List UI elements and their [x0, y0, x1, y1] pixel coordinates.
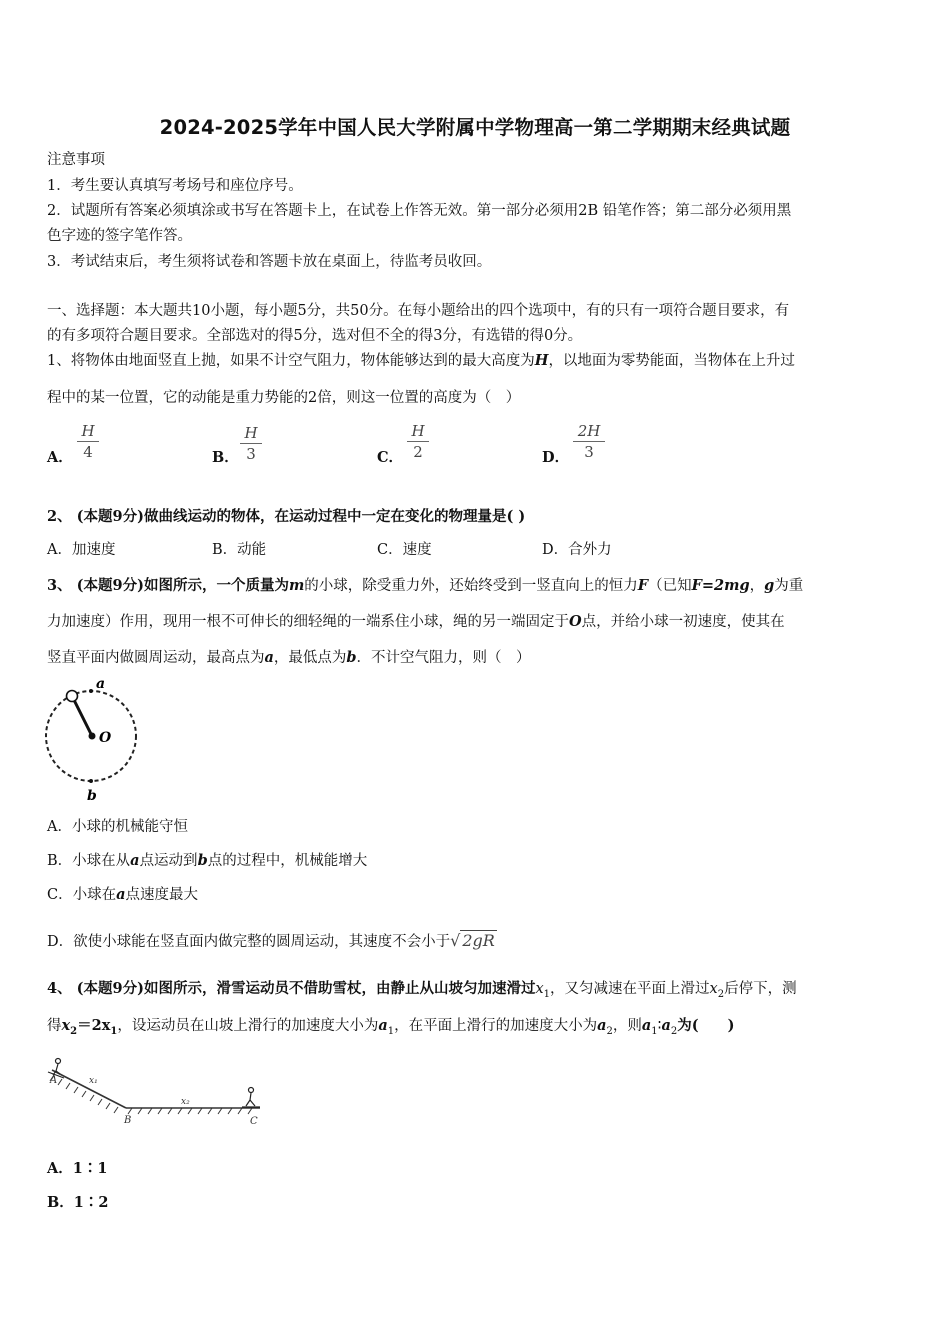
notice-item-3: 3．考试结束后，考生须将试卷和答题卡放在桌面上，待监考员收回。 [47, 254, 492, 270]
skier-bottom-icon [242, 1088, 260, 1108]
notice-heading: 注意事项 [47, 152, 105, 168]
q4-option-a: A．1∶1 [47, 1160, 108, 1177]
string-line [73, 698, 92, 736]
q1-option-a-fraction: H 4 [77, 422, 99, 461]
q1-line2: 程中的某一位置，它的动能是重力势能的2倍，则这一位置的高度为（ ） [47, 390, 521, 406]
point-b-dot [89, 779, 93, 783]
q3-option-a: A．小球的机械能守恒 [47, 819, 188, 835]
q2-option-b: B．动能 [212, 542, 267, 558]
label-x2: x₂ [181, 1097, 190, 1107]
q2-option-d: D．合外力 [542, 542, 612, 558]
q1-option-d-fraction: 2H 3 [573, 422, 605, 461]
q2-option-c: C．速度 [377, 542, 432, 558]
q3-option-b: B．小球在从a点运动到b点的过程中，机械能增大 [47, 852, 368, 869]
label-b: b [87, 788, 97, 804]
q1-option-b-fraction: H 3 [240, 424, 262, 463]
page-title: 2024-2025学年中国人民大学附属中学物理高一第二学期期末经典试题 [159, 116, 791, 139]
q1-line1: 1、将物体由地面竖直上抛，如果不计空气阻力，物体能够达到的最大高度为H，以地面为零势能面，当物体在上升过 [47, 352, 795, 369]
q1-option-b-label: B． [212, 449, 239, 466]
q3-line1: 3、 (本题9分)如图所示，一个质量为m的小球，除受重力外，还始终受到一竖直向上的恒力F（已知F=2mg，g为重 [47, 577, 804, 594]
q1-option-a-label: A． [47, 449, 73, 466]
sqrt-expression: √ 2gR [450, 931, 495, 950]
notice-item-2-cont: 色字迹的签字笔作答。 [47, 228, 192, 244]
point-a-dot [89, 689, 93, 693]
q4-option-b: B．1∶2 [47, 1194, 109, 1211]
q3-line2: 力加速度）作用，现用一根不可伸长的细轻绳的一端系住小球，绳的另一端固定于O点，并给小球一初速度，使其在 [47, 613, 785, 630]
q1-option-c-fraction: H 2 [407, 422, 429, 461]
pivot-point [89, 733, 96, 740]
q1-option-c-label: C． [377, 449, 404, 466]
label-B: B [124, 1115, 132, 1126]
q4-line1: 4、 (本题9分)如图所示，滑雪运动员不借助雪杖，由静止从山坡匀加速滑过$x_1$，又匀减速在平面上滑过$x_2$后停下，测 [47, 980, 797, 1000]
label-A: A [50, 1075, 58, 1086]
section-instructions-1: 一、选择题：本大题共10小题，每小题5分，共50分。在每小题给出的四个选项中，有的只有一项符合题目要求，有 [47, 303, 790, 319]
notice-item-2: 2．试题所有答案必须填涂或书写在答题卡上，在试卷上作答无效。第一部分必须用2B 铅笔作答；第二部分必须用黑 [47, 203, 792, 219]
label-x1: x₁ [89, 1076, 98, 1086]
notice-item-1: 1．考生要认真填写考场号和座位序号。 [47, 178, 303, 194]
q3-option-c: C．小球在a点速度最大 [47, 886, 199, 903]
q3-circle-figure [38, 676, 148, 806]
q3-line3: 竖直平面内做圆周运动，最高点为a，最低点为b．不计空气阻力，则（ ） [47, 649, 531, 666]
q3-option-d: D．欲使小球能在竖直面内做完整的圆周运动，其速度不会小于√ 2gR [47, 931, 495, 950]
q1-option-d-label: D． [542, 449, 570, 466]
label-O: O [99, 730, 112, 746]
q2-option-a: A．加速度 [47, 542, 116, 558]
ball [67, 691, 78, 702]
q2-stem: 2、 (本题9分)做曲线运动的物体，在运动过程中一定在变化的物理量是( ) [47, 508, 526, 525]
label-C: C [250, 1116, 258, 1127]
q4-slope-figure [44, 1056, 269, 1132]
section-instructions-2: 的有多项符合题目要求。全部选对的得5分，选对但不全的得3分，有选错的得0分。 [47, 328, 583, 344]
label-a: a [96, 676, 106, 692]
q4-line2: 得$x_2=2x_1$，设运动员在山坡上滑行的加速度大小为$a_1$，在平面上滑行的加速度大小为$a_2$，则$a_1∶a_2$为( ) [47, 1017, 735, 1037]
